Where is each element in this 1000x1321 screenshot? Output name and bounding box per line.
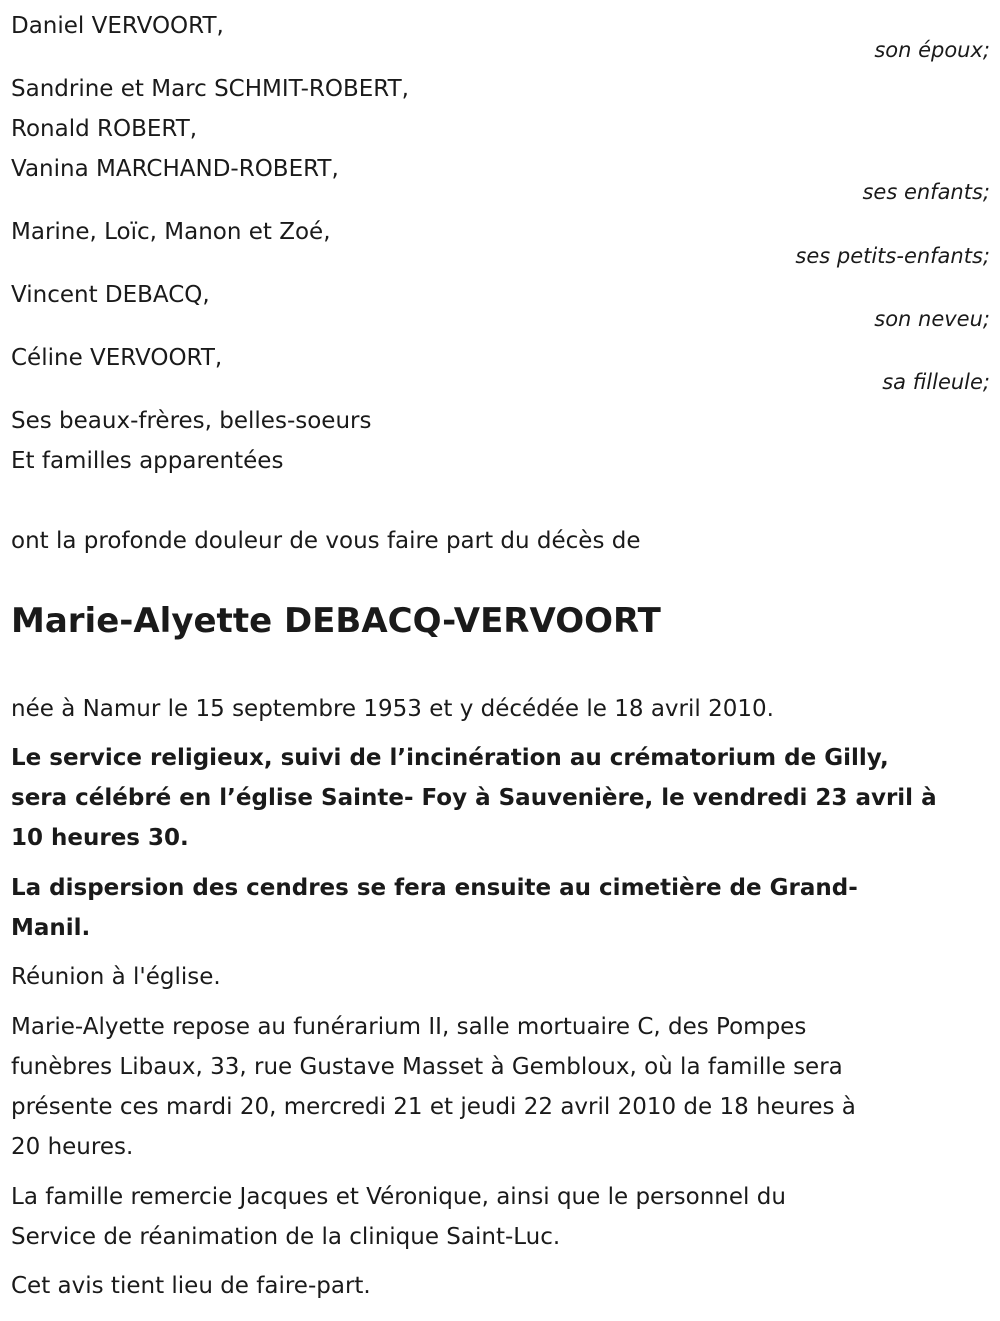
visitation-line: Marie-Alyette repose au funérarium II, salle mortuaire C, des Pompes — [11, 1014, 807, 1040]
visitation-line: funèbres Libaux, 33, rue Gustave Masset à Gembloux, où la famille sera — [11, 1054, 843, 1080]
service-line: 10 heures 30. — [11, 825, 189, 851]
mourner-child-name: Sandrine et Marc SCHMIT-ROBERT, — [11, 76, 409, 102]
visitation-line: 20 heures. — [11, 1134, 134, 1160]
service-line: sera célébré en l’église Sainte- Foy à Sauvenière, le vendredi 23 avril à — [11, 785, 937, 811]
dispersion-line: Manil. — [11, 915, 91, 941]
mourner-grandchildren-role: ses petits-enfants; — [795, 244, 990, 268]
announcement-text: ont la profonde douleur de vous faire part du décès de — [11, 528, 641, 554]
dispersion-line: La dispersion des cendres se fera ensuite au cimetière de Grand- — [11, 875, 858, 901]
reunion-text: Réunion à l'église. — [11, 964, 221, 990]
mourner-children-role: ses enfants; — [862, 180, 990, 204]
mourner-grandchildren-names: Marine, Loïc, Manon et Zoé, — [11, 219, 331, 245]
closing-text: Cet avis tient lieu de faire-part. — [11, 1273, 371, 1299]
mourner-goddaughter-name: Céline VERVOORT, — [11, 345, 223, 371]
mourner-husband-name: Daniel VERVOORT, — [11, 13, 224, 39]
extended-family-line: Ses beaux-frères, belles-soeurs — [11, 408, 372, 434]
mourner-goddaughter-role: sa filleule; — [882, 370, 990, 394]
thanks-line: La famille remercie Jacques et Véronique, ainsi que le personnel du — [11, 1184, 786, 1210]
mourner-husband-role: son époux; — [874, 38, 990, 62]
thanks-line: Service de réanimation de la clinique Saint-Luc. — [11, 1224, 561, 1250]
birth-death-text: née à Namur le 15 septembre 1953 et y décédée le 18 avril 2010. — [11, 696, 774, 722]
mourner-child-name: Vanina MARCHAND-ROBERT, — [11, 156, 339, 182]
service-line: Le service religieux, suivi de l’incinération au crématorium de Gilly, — [11, 745, 889, 771]
mourner-nephew-name: Vincent DEBACQ, — [11, 282, 210, 308]
deceased-name: Marie-Alyette DEBACQ-VERVOORT — [11, 601, 661, 641]
visitation-line: présente ces mardi 20, mercredi 21 et jeudi 22 avril 2010 de 18 heures à — [11, 1094, 856, 1120]
extended-family-line: Et familles apparentées — [11, 448, 284, 474]
mourner-child-name: Ronald ROBERT, — [11, 116, 198, 142]
mourner-nephew-role: son neveu; — [874, 307, 990, 331]
